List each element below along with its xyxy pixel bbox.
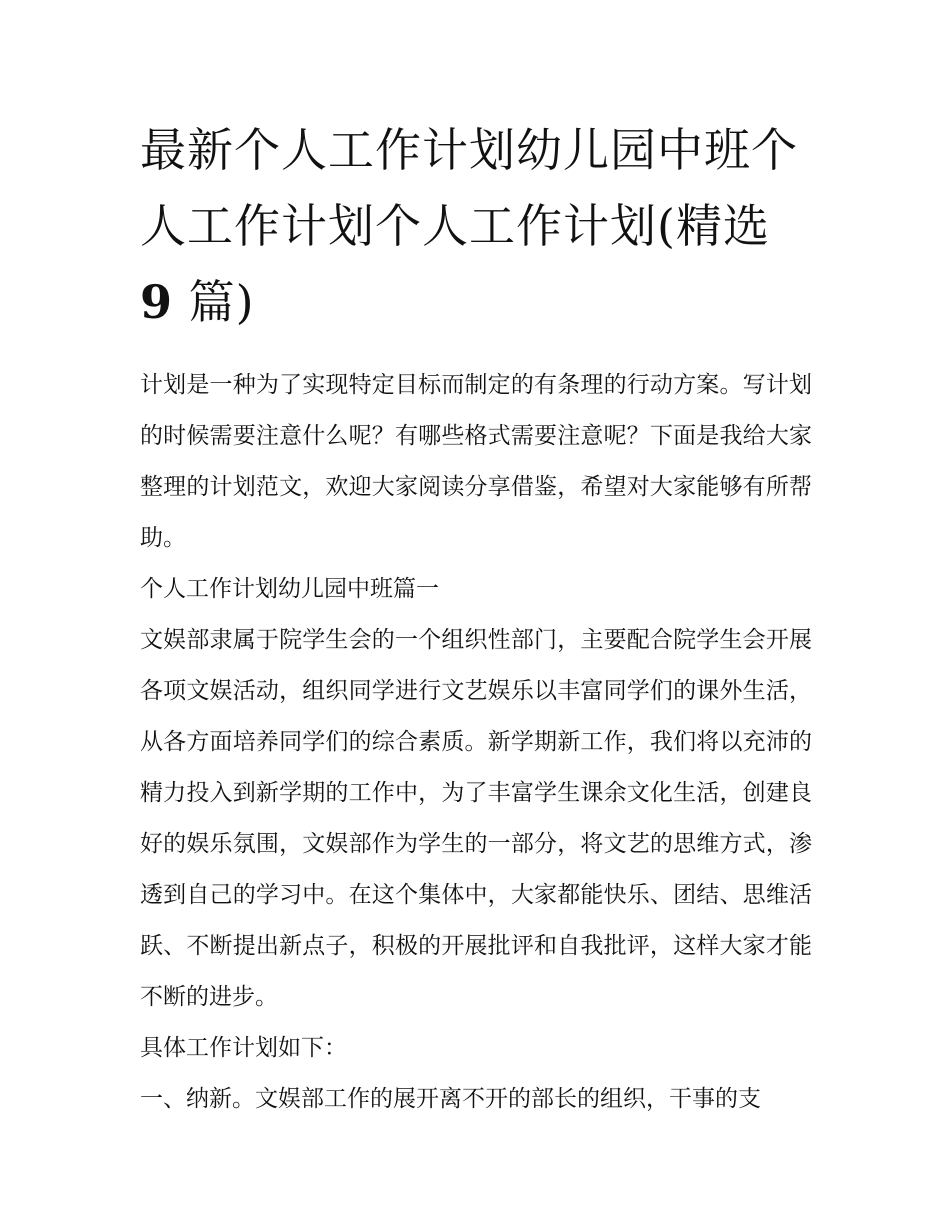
section-heading: 个人工作计划幼儿园中班篇一 <box>140 576 439 602</box>
plan-item-paragraph: 一、纳新。文娱部工作的展开离不开的部长的组织，干事的支 <box>140 1086 761 1112</box>
intro-paragraph: 计划是一种为了实现特定目标而制定的有条理的行动方案。写计划的时候需要注意什么呢？有哪些格式需要注意呢？下面是我给大家整理的计划范文，欢迎大家阅读分享借鉴，希望对大家能够有所帮助。 <box>140 372 812 551</box>
plan-intro-paragraph: 具体工作计划如下： <box>140 1035 347 1061</box>
document-title: 最新个人工作计划幼儿园中班个人工作计划个人工作计划(精选 9 篇) <box>140 123 798 329</box>
title-number: 9 <box>140 275 174 329</box>
body-paragraph: 文娱部隶属于院学生会的一个组织性部门，主要配合院学生会开展各项文娱活动，组织同学进行文艺娱乐以丰富同学们的课外生活，从各方面培养同学们的综合素质。新学期新工作，我们将以充沛的精力投入到新学期的工作中，为了丰富学生课余文化生活，创建良好的娱乐氛围，文娱部作为学生的一部分，将文艺的思维方式，渗透到自己的学习中。在这个集体中，大家都能快乐、团结、思维活跃、不断提出新点子，积极的开展批评和自我批评，这样大家才能不断的进步。 <box>140 627 812 1010</box>
document-page <box>140 112 812 1125</box>
document-body <box>140 360 812 1125</box>
